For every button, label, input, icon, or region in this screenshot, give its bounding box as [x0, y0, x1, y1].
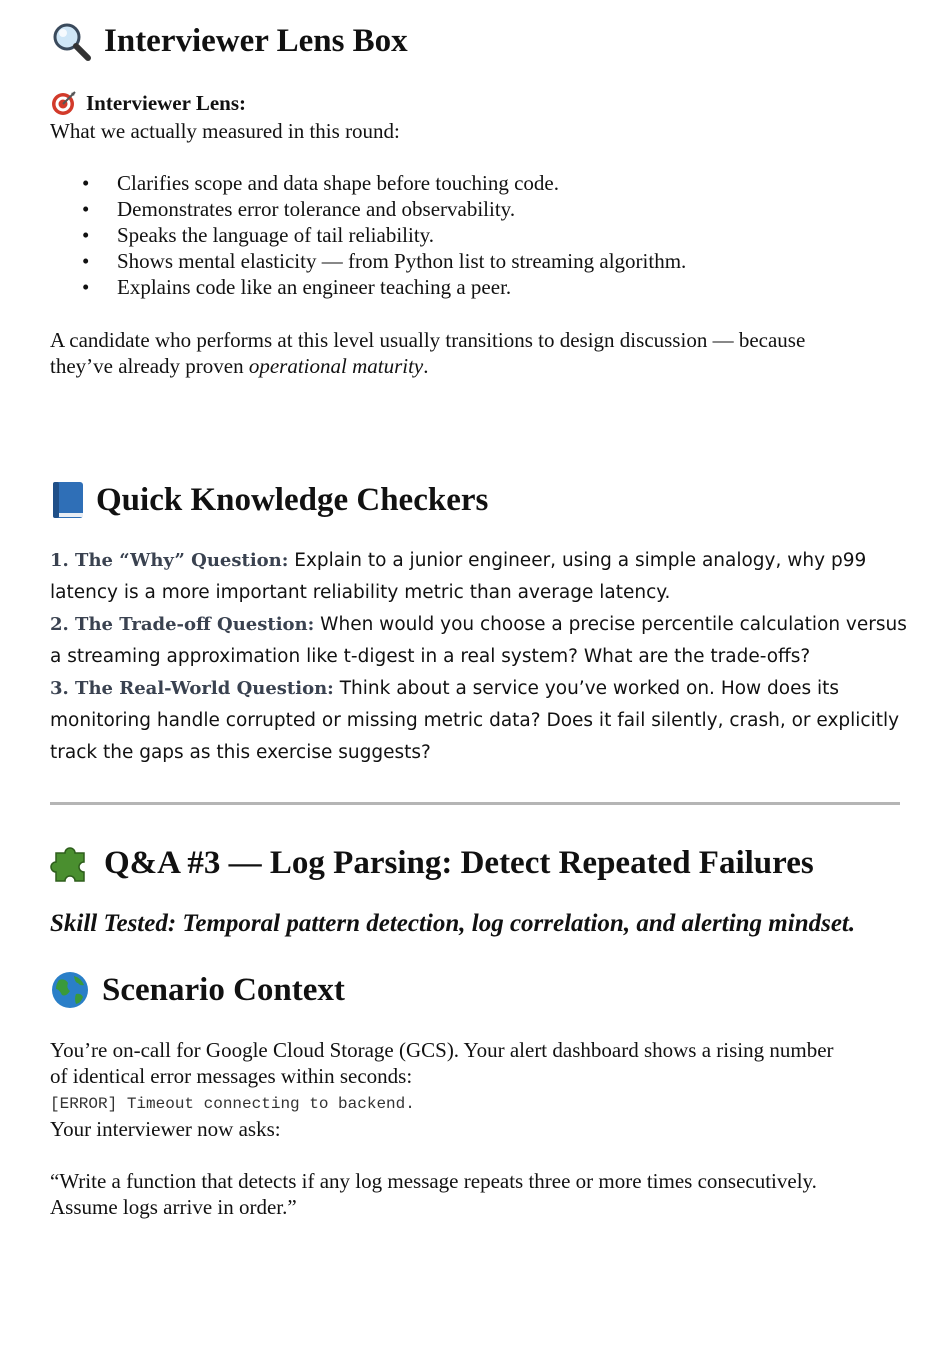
lens-closing [50, 327, 805, 379]
lens-label-row [50, 90, 246, 116]
list-item: • Explains code like an engineer teaching a peer. [82, 274, 686, 300]
checker-text: Think about a service you’ve worked on. How does its monitoring handle corrupted or missing metric data? Does it fail silently, crash, or explicitly track the gaps as this exercise suggests? [50, 678, 900, 763]
lens-intro: What we actually measured in this round: [50, 119, 400, 143]
magnifier-icon [50, 21, 92, 61]
checker-item [50, 609, 910, 673]
lens-closing-line2 [50, 353, 805, 379]
lens-box-heading [50, 21, 408, 61]
lens-label: Interviewer Lens: [86, 91, 246, 115]
checker-label: 2. The Trade-off Question: [50, 614, 315, 635]
checkers-heading [50, 480, 488, 520]
puzzle-piece-icon [50, 843, 92, 883]
globe-icon [50, 970, 90, 1010]
quote-line1: “Write a function that detects if any log message repeats three or more times consecutively. [50, 1169, 817, 1193]
checker-text: When would you choose a precise percentile calculation versus a streaming approximation like t-digest in a real system? What are the trade-offs? [50, 614, 907, 667]
list-item: • Demonstrates error tolerance and observability. [82, 196, 686, 222]
qa3-title: Q&A #3 — Log Parsing: Detect Repeated Failures [104, 845, 814, 881]
skill-tested: Skill Tested: Temporal pattern detection, log correlation, and alerting mindset. [50, 910, 856, 937]
scenario-line2: of identical error messages within seconds: [50, 1064, 413, 1088]
error-log-line: [ERROR] Timeout connecting to backend. [50, 1095, 415, 1113]
lens-box-title: Interviewer Lens Box [104, 23, 408, 59]
closing-suffix: . [423, 354, 429, 378]
interviewer-asks: Your interviewer now asks: [50, 1117, 281, 1141]
list-item: • Clarifies scope and data shape before touching code. [82, 170, 686, 196]
checker-item [50, 673, 910, 769]
qa3-heading [50, 843, 814, 883]
list-item: • Shows mental elasticity — from Python list to streaming algorithm. [82, 248, 686, 274]
quote-line2: Assume logs arrive in order.” [50, 1195, 297, 1219]
lens-bullet-list [82, 170, 686, 300]
checker-item [50, 545, 910, 609]
scenario-heading [50, 970, 345, 1010]
closing-prefix: they’ve already proven [50, 354, 249, 378]
scenario-body [50, 1037, 834, 1089]
target-icon [50, 90, 78, 116]
horizontal-divider [50, 802, 900, 805]
closing-emphasis: operational maturity [248, 354, 424, 378]
checker-label: 3. The Real-World Question: [50, 678, 334, 699]
lens-closing-line1: A candidate who performs at this level usually transitions to design discussion — because [50, 328, 806, 352]
scenario-line1: You’re on-call for Google Cloud Storage (GCS). Your alert dashboard shows a rising number [50, 1038, 834, 1062]
interviewer-quote [50, 1168, 817, 1220]
checker-list [50, 545, 910, 769]
checkers-title: Quick Knowledge Checkers [96, 482, 489, 518]
list-item: • Speaks the language of tail reliability. [82, 222, 686, 248]
checker-text: Explain to a junior engineer, using a simple analogy, why p99 latency is a more important reliability metric than average latency. [50, 550, 867, 603]
scenario-title: Scenario Context [102, 972, 345, 1008]
blue-book-icon [50, 480, 86, 520]
checker-label: 1. The “Why” Question: [50, 550, 289, 571]
